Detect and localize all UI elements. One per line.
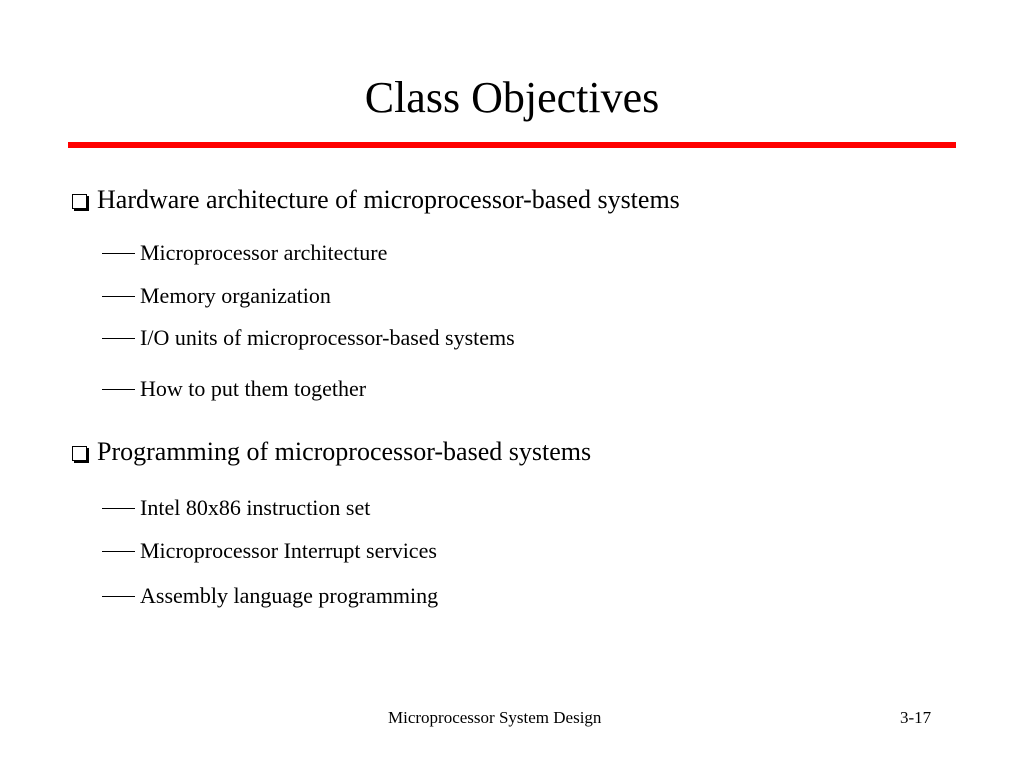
section-heading-hardware — [72, 185, 680, 215]
slide-number: 3-17 — [900, 708, 932, 727]
checkbox-bullet-icon — [72, 194, 87, 209]
dash-bullet-icon — [102, 389, 135, 391]
footer-course-title: Microprocessor System Design — [388, 708, 602, 727]
checkbox-bullet-icon — [72, 446, 87, 461]
dash-bullet-icon — [102, 296, 135, 298]
title-divider — [68, 142, 956, 148]
list-item-text: How to put them together — [140, 376, 367, 401]
list-item — [102, 583, 438, 609]
section-heading-text: Programming of microprocessor-based systems — [97, 437, 592, 466]
list-item — [102, 240, 387, 266]
list-item-text: Assembly language programming — [140, 583, 439, 608]
section-heading-text: Hardware architecture of microprocessor-based systems — [97, 185, 680, 214]
slide-title: Class Objectives — [364, 73, 660, 122]
section-heading-programming — [72, 437, 591, 467]
list-item-text: I/O units of microprocessor-based systems — [140, 325, 515, 350]
list-item — [102, 325, 515, 351]
list-item — [102, 376, 366, 402]
list-item-text: Microprocessor Interrupt services — [140, 538, 437, 563]
list-item — [102, 538, 437, 564]
dash-bullet-icon — [102, 253, 135, 255]
dash-bullet-icon — [102, 338, 135, 340]
list-item-text: Microprocessor architecture — [140, 240, 388, 265]
dash-bullet-icon — [102, 596, 135, 598]
list-item — [102, 495, 370, 521]
list-item — [102, 283, 331, 309]
list-item-text: Memory organization — [140, 283, 331, 308]
list-item-text: Intel 80x86 instruction set — [140, 495, 371, 520]
dash-bullet-icon — [102, 551, 135, 553]
dash-bullet-icon — [102, 508, 135, 510]
